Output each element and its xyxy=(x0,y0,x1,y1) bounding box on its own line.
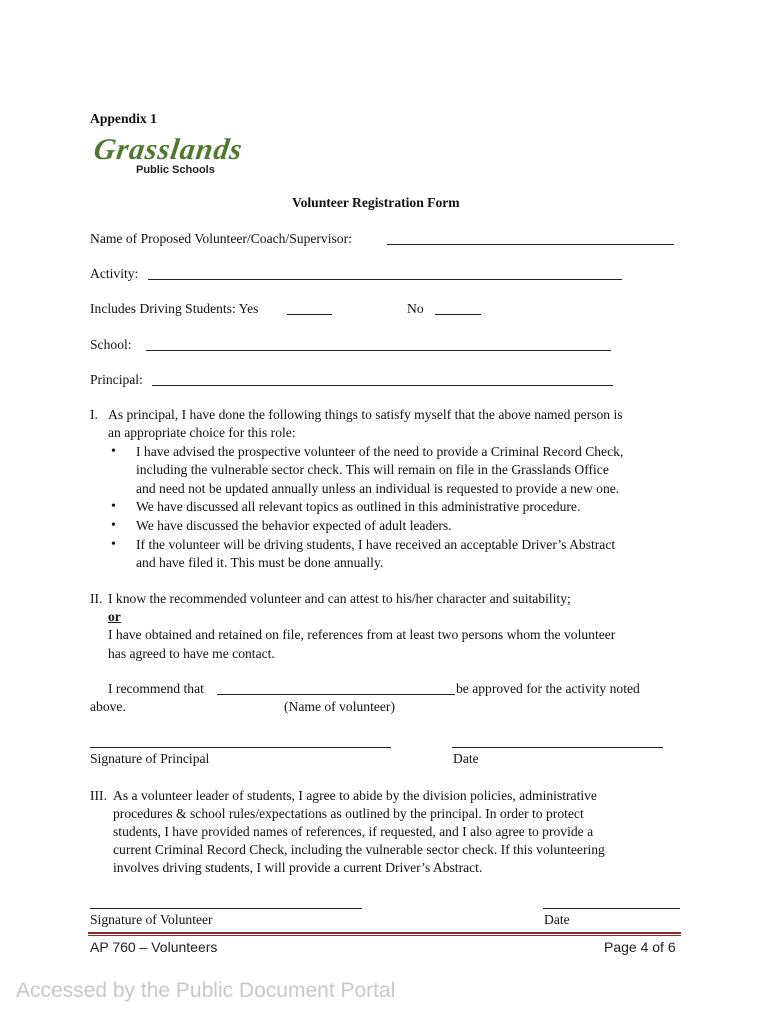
volunteer-signature-label: Signature of Volunteer xyxy=(90,912,213,927)
footer-rule-thin xyxy=(88,935,681,936)
section-3-line: students, I have provided names of references, if requested, and I also agree to provide a xyxy=(113,824,594,839)
section-2-or: or xyxy=(108,609,121,624)
principal-signature-label: Signature of Principal xyxy=(90,751,210,766)
section-2-line: I know the recommended volunteer and can attest to his/her character and suitability; xyxy=(108,591,571,606)
school-line[interactable] xyxy=(146,350,611,351)
volunteer-name-line[interactable] xyxy=(387,244,674,245)
recommend-volunteer-line[interactable] xyxy=(217,694,455,695)
driving-label: Includes Driving Students: Yes xyxy=(90,301,259,316)
bullet-drivers-abstract: • If the volunteer will be driving students, I have received an acceptable Driver’s Abstract xyxy=(136,536,615,555)
section-2-line: has agreed to have me contact. xyxy=(108,646,275,661)
driving-no-label: No xyxy=(407,301,424,316)
grasslands-logo xyxy=(91,133,264,178)
volunteer-date-line[interactable] xyxy=(543,908,680,909)
footer-procedure: AP 760 – Volunteers xyxy=(90,939,218,955)
volunteer-name-label: Name of Proposed Volunteer/Coach/Supervisor: xyxy=(90,231,352,246)
bullet-criminal-check: • I have advised the prospective volunteer of the need to provide a Criminal Record Check, xyxy=(136,443,623,462)
principal-signature-line[interactable] xyxy=(90,747,391,748)
school-label: School: xyxy=(90,337,132,352)
activity-line[interactable] xyxy=(148,279,622,280)
section-2-line: I have obtained and retained on file, references from at least two persons whom the volunteer xyxy=(108,627,616,642)
principal-date-label: Date xyxy=(453,751,479,766)
footer-page-number: Page 4 of 6 xyxy=(604,939,676,955)
logo-wordmark: Grasslands xyxy=(91,133,245,166)
section-3-line: As a volunteer leader of students, I agree to abide by the division policies, administrative xyxy=(113,788,597,803)
recommend-caption: (Name of volunteer) xyxy=(284,699,395,714)
principal-date-line[interactable] xyxy=(452,747,663,748)
bullet-criminal-check-cont: including the vulnerable sector check. This will remain on file in the Grasslands Office xyxy=(136,462,609,477)
section-3-line: involves driving students, I will provide a current Driver’s Abstract. xyxy=(113,860,483,875)
section-3-line: current Criminal Record Check, including the vulnerable sector check. If this volunteering xyxy=(113,842,605,857)
volunteer-signature-line[interactable] xyxy=(90,908,362,909)
principal-label: Principal: xyxy=(90,372,143,387)
driving-yes-line[interactable] xyxy=(287,314,332,315)
recommend-suffix: be approved for the activity noted xyxy=(456,681,640,696)
appendix-label: Appendix 1 xyxy=(90,111,157,126)
footer-rule xyxy=(88,932,681,934)
recommend-prefix: I recommend that xyxy=(108,681,204,696)
bullet-topics: • We have discussed all relevant topics as outlined in this administrative procedure. xyxy=(136,498,580,517)
section-2-numeral: II. xyxy=(90,591,103,606)
form-title: Volunteer Registration Form xyxy=(292,195,460,210)
section-1-intro-line: an appropriate choice for this role: xyxy=(108,425,296,440)
principal-line[interactable] xyxy=(152,385,613,386)
bullet-behavior: • We have discussed the behavior expected of adult leaders. xyxy=(136,517,452,536)
section-3-line: procedures & school rules/expectations as outlined by the principal. In order to protect xyxy=(113,806,584,821)
section-1-intro-line: As principal, I have done the following things to satisfy myself that the above named person is xyxy=(108,407,623,422)
volunteer-date-label: Date xyxy=(544,912,570,927)
section-3-numeral: III. xyxy=(90,788,107,803)
driving-no-line[interactable] xyxy=(435,314,481,315)
bullet-criminal-check-cont: and need not be updated annually unless an individual is requested to provide a new one. xyxy=(136,481,620,496)
recommend-line-2: above. xyxy=(90,699,126,714)
bullet-drivers-abstract-cont: and have filed it. This must be done annually. xyxy=(136,555,384,570)
activity-label: Activity: xyxy=(90,266,139,281)
logo-subtitle: Public Schools xyxy=(136,164,215,176)
section-1-numeral: I. xyxy=(90,407,98,422)
watermark: Accessed by the Public Document Portal xyxy=(16,979,396,1002)
